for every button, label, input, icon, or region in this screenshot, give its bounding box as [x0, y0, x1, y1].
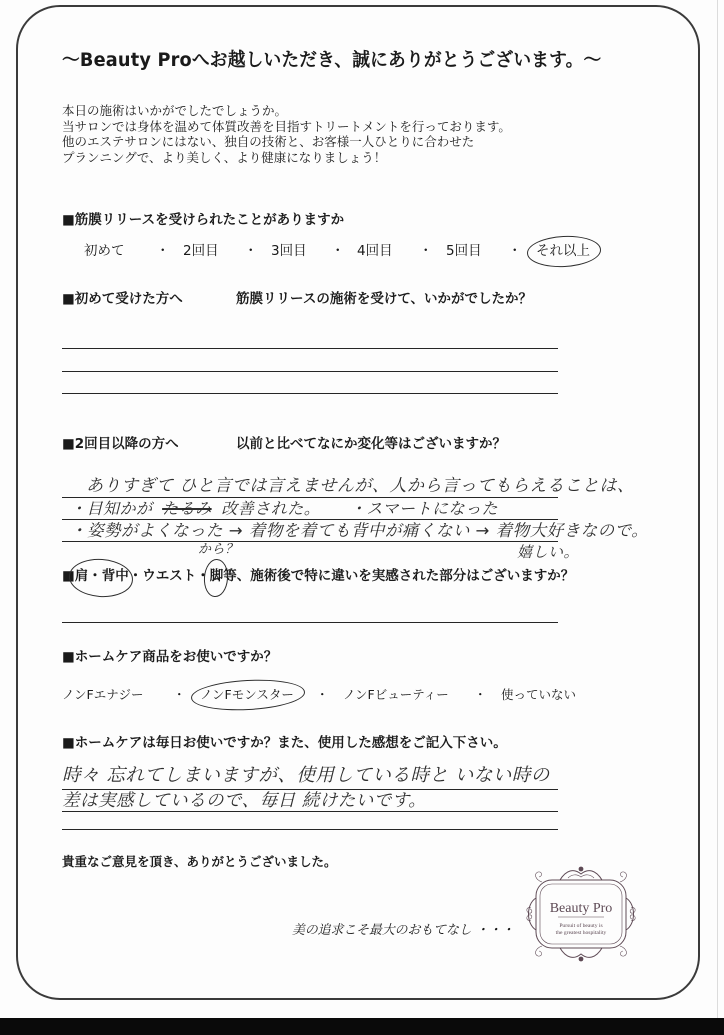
question-bullet: ■	[62, 568, 75, 584]
answer-line	[62, 789, 558, 790]
beauty-pro-logo	[522, 864, 640, 964]
handwritten-answer-line: 差は実感しているので、毎日 続けたいです。	[62, 791, 427, 811]
logo-name: Beauty Pro	[549, 901, 613, 916]
logo-corner-curl	[620, 946, 627, 956]
intro-line: 本日の施術はいかがでしたでしょうか。	[62, 103, 288, 118]
option-more: それ以上	[536, 243, 590, 259]
question-homecare-products: ■ホームケア商品をお使いですか？	[62, 649, 278, 665]
handwritten-struck-text: たるみ	[162, 499, 212, 518]
audience-repeaters: ■2回目以降の方へ	[62, 436, 179, 452]
scan-bottom-band	[0, 1018, 724, 1035]
question-experience: ■筋膜リリースを受けられたことがありますか	[62, 212, 345, 228]
answer-line	[62, 497, 558, 498]
option-5th-time: 5回目	[446, 243, 482, 259]
scan-edge	[717, 0, 718, 1018]
option-separator: ・	[331, 243, 345, 259]
question-body-parts	[62, 570, 587, 584]
option-separator: ・	[173, 687, 186, 702]
intro-line: 他のエステサロンにはない、独自の技術と、お客様一人ひとりに合わせた	[62, 134, 475, 149]
option-not-using: 使っていない	[501, 687, 577, 702]
answer-line	[62, 393, 558, 394]
answer-line	[62, 348, 558, 349]
answer-line	[62, 622, 558, 623]
answer-line	[62, 811, 558, 812]
option-nonf-energy: ノンFエナジー	[62, 687, 144, 702]
logo-tagline: the greatest hospitality	[555, 930, 607, 936]
handwritten-text: ・目知かが	[70, 499, 153, 518]
option-separator: ・	[316, 687, 329, 702]
body-part-legs: 脚	[209, 568, 224, 584]
body-part-waist: ・ウエスト・	[128, 568, 210, 584]
option-nonf-beauty: ノンFビューティー	[343, 687, 449, 702]
logo-bottom-dot	[579, 957, 584, 962]
option-4th-time: 4回目	[357, 243, 393, 259]
logo-corner-curl	[535, 946, 542, 956]
handwritten-note: 嬉しい。	[517, 543, 580, 561]
closing-message: 貴重なご意見を頂き、ありがとうございました。	[62, 854, 337, 869]
logo-crown-top	[560, 871, 602, 880]
logo-corner-curl	[620, 872, 627, 882]
option-separator: ・	[508, 243, 522, 259]
logo-scroll-right	[626, 898, 634, 930]
option-separator: ・	[419, 243, 433, 259]
question-changes: 以前と比べてなにか変化等はございますか？	[236, 436, 506, 452]
handwritten-note: から？	[198, 542, 239, 557]
answer-line	[62, 541, 558, 542]
form-title: ～Beauty Proへお越しいただき、誠にありがとうございます。～	[62, 50, 602, 71]
handwritten-text: ・スマートになった	[349, 499, 499, 518]
audience-first-timers: ■初めて受けた方へ	[62, 291, 183, 307]
option-2nd-time: 2回目	[183, 243, 219, 259]
option-separator: ・	[156, 243, 170, 259]
question-first-impression: 筋膜リリースの施術を受けて、いかがでしたか？	[236, 291, 533, 307]
answer-line	[62, 371, 558, 372]
logo-crown-bottom	[560, 948, 602, 957]
option-separator: ・	[244, 243, 258, 259]
logo-crown-top-inner	[568, 875, 594, 878]
option-3rd-time: 3回目	[271, 243, 307, 259]
option-nonf-monster: ノンFモンスター	[200, 687, 294, 702]
slogan: 美の追求こそ最大のおもてなし ・・・	[292, 923, 515, 938]
logo-corner-curl	[535, 872, 542, 882]
answer-line	[62, 829, 558, 830]
answer-line	[62, 519, 558, 520]
intro-line: プランニングで、より美しく、より健康になりましょう！	[62, 150, 387, 165]
question-text: 等、施術後で特に違いを実感された部分はございますか？	[223, 568, 575, 584]
handwritten-answer-line	[70, 501, 510, 517]
intro-line: 当サロンでは身体を温めて体質改善を目指すトリートメントを行っております。	[62, 119, 511, 134]
logo-tagline: Pursuit of beauty is	[559, 923, 603, 929]
logo-scroll-left	[529, 898, 537, 930]
logo-crown-dot	[579, 867, 584, 872]
body-part-shoulder-back: 肩・背中	[74, 568, 129, 584]
option-separator: ・	[474, 687, 487, 702]
handwritten-answer-line: ・姿勢がよくなった → 着物を着ても背中が痛くない → 着物大好きなので。	[70, 521, 649, 540]
handwritten-text: 改善された。	[221, 499, 321, 518]
handwritten-answer-line: ありすぎて ひと言では言えませんが、人から言ってもらえることは、	[86, 476, 635, 496]
question-homecare-usage: ■ホームケアは毎日お使いですか？また、使用した感想をご記入下さい。	[62, 735, 507, 751]
option-first-time: 初めて	[84, 243, 125, 259]
handwritten-answer-line: 時々 忘れてしまいますが、使用している時と いない時の	[62, 765, 550, 786]
